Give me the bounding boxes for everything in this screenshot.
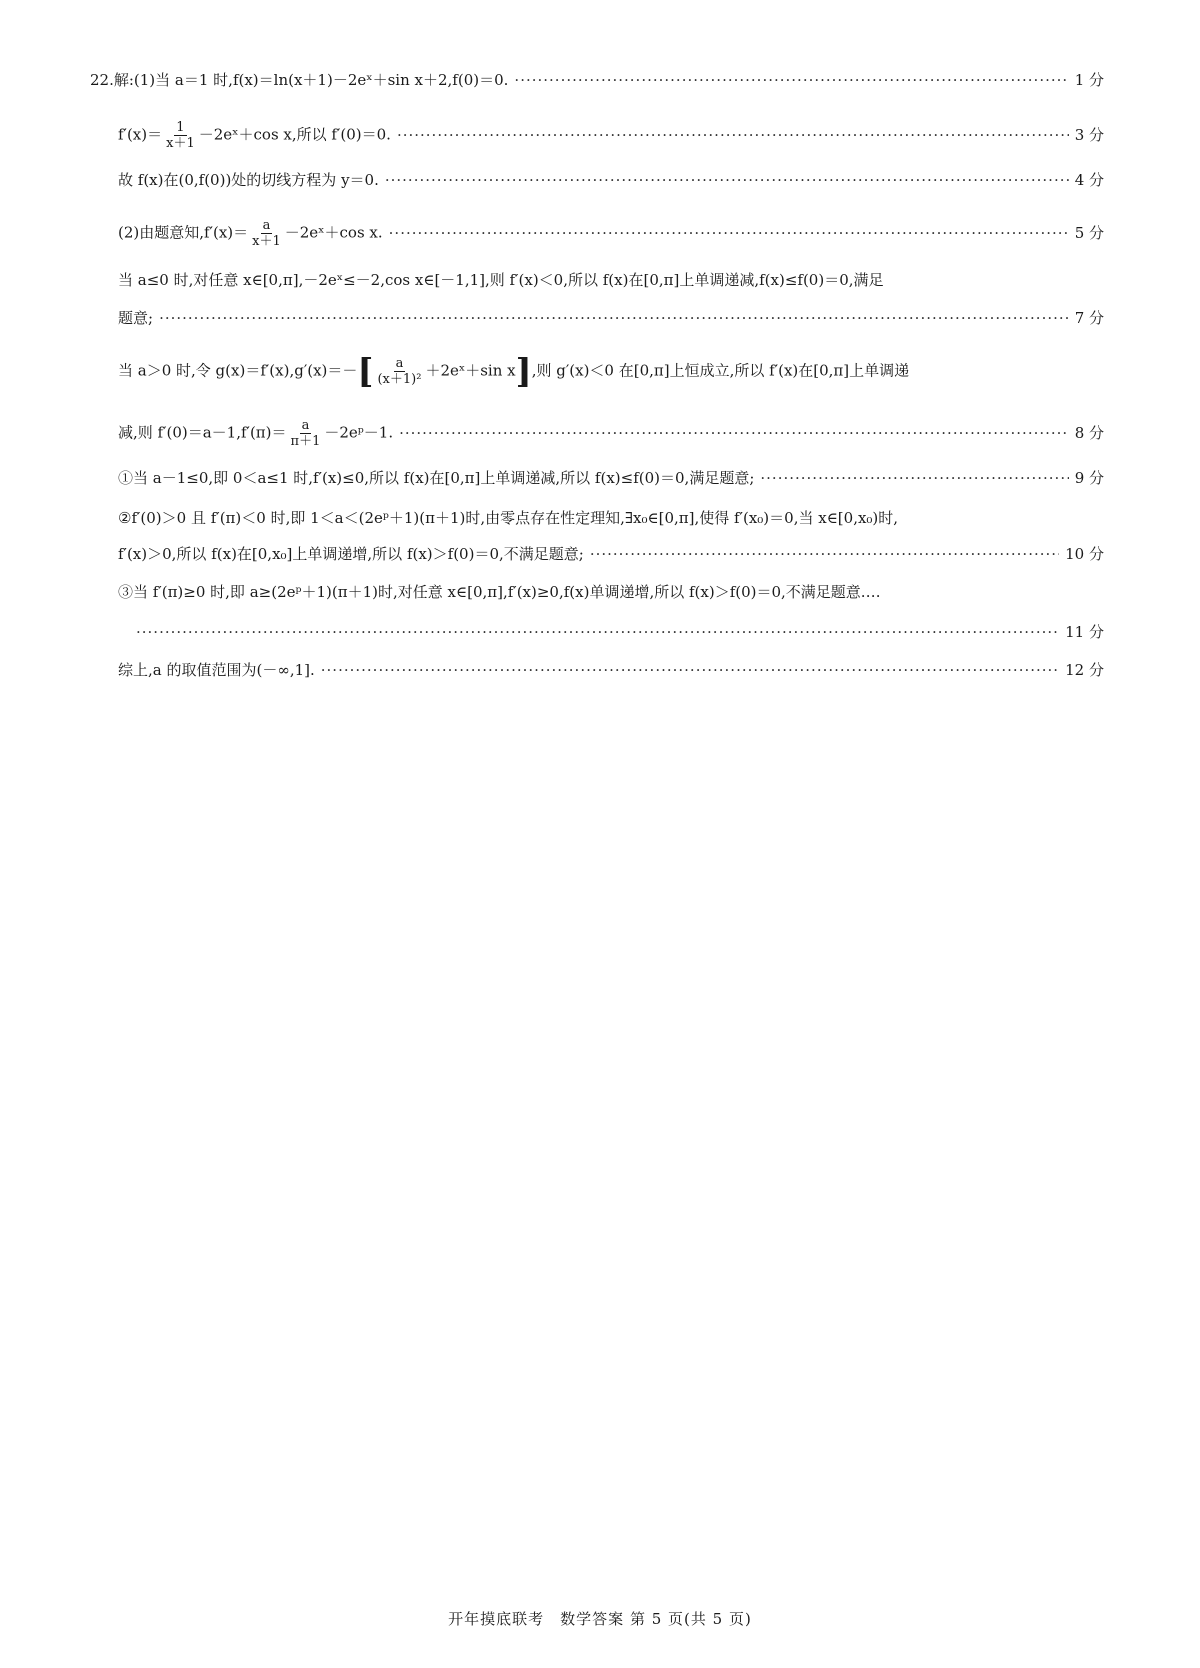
line-text: ③当 f′(π)≥0 时,即 a≥(2eᵖ＋1)(π＋1)时,对任意 x∈[0,π],f′(x)≥0,f(x)单调递增,所以 f(x)＞f(0)＝0,不满足题意.… <box>118 583 881 601</box>
fraction-numerator: a <box>301 418 310 433</box>
line-text: ②f′(0)＞0 且 f′(π)＜0 时,即 1＜a＜(2eᵖ＋1)(π＋1)时,由零点存在性定理知,∃x₀∈[0,π],使得 f′(x₀)＝0,当 x∈[0,x₀)时, <box>118 509 899 527</box>
formula-post: －2eˣ＋cos x. <box>284 223 383 242</box>
score-label: 7 分 <box>1074 309 1104 327</box>
solution-line-8 <box>118 418 1104 449</box>
line-text: f′(x)＞0,所以 f(x)在[0,x₀]上单调递增,所以 f(x)＞f(0)＝0,不满足题意; <box>118 545 584 563</box>
leader-dots <box>385 170 1069 190</box>
fraction-numerator: a <box>395 356 404 371</box>
solution-line-12 <box>118 582 1104 602</box>
score-label: 10 分 <box>1065 545 1104 563</box>
solution-line-9 <box>118 468 1104 488</box>
solution-line-11 <box>118 544 1104 564</box>
solution-line-10 <box>118 508 1104 528</box>
line-text <box>118 218 383 249</box>
formula-tail: ,则 g′(x)＜0 在[0,π]上恒成立,所以 f′(x)在[0,π]上单调递 <box>531 361 910 380</box>
leader-dots <box>159 308 1069 328</box>
fraction <box>250 218 283 249</box>
formula-pre: f′(x)＝ <box>118 125 163 144</box>
fraction-numerator: a <box>262 218 271 233</box>
solution-line-3 <box>118 170 1104 190</box>
line-text <box>118 120 391 151</box>
score-label: 9 分 <box>1074 469 1104 487</box>
formula-post: ＋2eˣ＋sin x <box>425 361 516 380</box>
fraction-denominator: x＋1 <box>166 136 195 151</box>
fraction-numerator: 1 <box>176 120 185 135</box>
leader-dots <box>136 622 1059 642</box>
fraction-denominator: (x＋1)² <box>377 372 422 387</box>
line-text <box>118 418 393 449</box>
line-text: 当 a≤0 时,对任意 x∈[0,π],－2eˣ≤－2,cos x∈[－1,1],则 f′(x)＜0,所以 f(x)在[0,π]上单调递减,f(x)≤f(0)＝0,满足 <box>118 271 884 289</box>
score-label: 8 分 <box>1074 423 1104 442</box>
line-text: ①当 a－1≤0,即 0＜a≤1 时,f′(x)≤0,所以 f(x)在[0,π]上单调递减,所以 f(x)≤f(0)＝0,满足题意; <box>118 469 755 487</box>
score-label: 11 分 <box>1065 623 1104 641</box>
solution-line-7 <box>118 351 1104 392</box>
solution-line-1 <box>90 70 1104 90</box>
page-footer: 开年摸底联考 数学答案 第 5 页(共 5 页) <box>448 1610 752 1628</box>
fraction <box>164 120 197 151</box>
score-label: 12 分 <box>1065 661 1104 679</box>
line-text: 综上,a 的取值范围为(－∞,1]. <box>118 661 315 679</box>
left-bracket: [ <box>357 351 374 392</box>
leader-dots <box>321 660 1059 680</box>
leader-dots <box>514 70 1068 90</box>
solution-line-13 <box>136 622 1104 642</box>
line-text: 22.解:(1)当 a＝1 时,f(x)＝ln(x＋1)－2eˣ＋sin x＋2,f(0)＝0. <box>90 71 509 89</box>
formula-post: －2eˣ＋cos x,所以 f′(0)＝0. <box>198 125 391 144</box>
fraction <box>289 418 323 449</box>
solution-line-2 <box>118 120 1104 151</box>
score-label: 5 分 <box>1074 223 1104 242</box>
formula-pre: 当 a＞0 时,令 g(x)＝f′(x),g′(x)＝－ <box>118 361 358 380</box>
right-bracket: ] <box>515 351 532 392</box>
score-label: 4 分 <box>1074 171 1104 189</box>
solution-line-4 <box>118 218 1104 249</box>
leader-dots <box>397 125 1069 145</box>
formula-pre: (2)由题意知,f′(x)＝ <box>118 223 249 242</box>
leader-dots <box>760 468 1068 488</box>
solution-line-6 <box>118 308 1104 328</box>
line-text: 故 f(x)在(0,f(0))处的切线方程为 y＝0. <box>118 171 379 189</box>
fraction-denominator: x＋1 <box>252 234 281 249</box>
formula-pre: 减,则 f′(0)＝a－1,f′(π)＝ <box>118 423 287 442</box>
leader-dots <box>389 223 1069 243</box>
leader-dots <box>399 423 1069 443</box>
score-label: 3 分 <box>1074 125 1104 144</box>
formula-post: －2eᵖ－1. <box>324 423 394 442</box>
line-text: 题意; <box>118 309 154 327</box>
solution-line-5 <box>118 270 1104 290</box>
fraction-denominator: π＋1 <box>290 434 321 449</box>
score-label: 1 分 <box>1074 71 1104 89</box>
fraction <box>375 356 423 387</box>
solution-line-14 <box>118 660 1104 680</box>
leader-dots <box>590 544 1059 564</box>
